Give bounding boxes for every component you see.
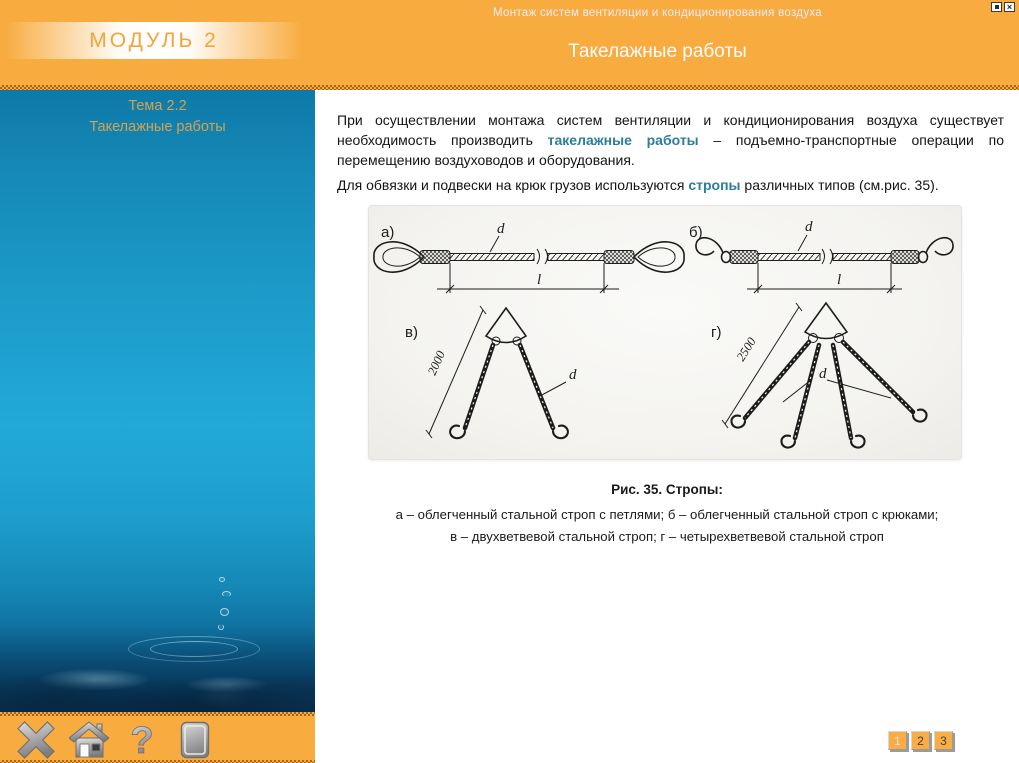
toolbar xyxy=(0,712,315,763)
term-takelazh: такелажные работы xyxy=(547,132,699,149)
help-icon xyxy=(127,720,157,760)
svg-text:2500: 2500 xyxy=(733,334,759,364)
home-icon xyxy=(69,721,109,759)
slings-figure xyxy=(369,206,963,461)
svg-text:l: l xyxy=(837,272,842,288)
figure-caption xyxy=(315,482,1019,549)
page-button-2[interactable]: 2 xyxy=(911,731,930,750)
water-bubble xyxy=(219,577,225,582)
sidebar xyxy=(0,90,315,712)
close-window-button[interactable]: × xyxy=(1004,2,1015,12)
svg-text:d: d xyxy=(819,366,827,382)
svg-text:l: l xyxy=(537,272,542,288)
toolbar-divider xyxy=(0,712,315,716)
water-waves xyxy=(0,627,315,712)
topic-line2: Такелажные работы xyxy=(89,119,226,136)
module-badge xyxy=(6,22,302,59)
main-content xyxy=(315,90,1019,763)
water-bubble xyxy=(222,591,231,597)
paragraph-2: Для обвязки и подвески на крюк грузов используются стропы различных типов (см.рис. 35). xyxy=(337,177,939,194)
figure-panel xyxy=(368,205,962,460)
topic-line1: Тема 2.2 xyxy=(128,98,187,114)
caption-line-1: а – облегченный стальной строп с петлями; б – облегченный стальной строп с крюками; xyxy=(395,507,939,522)
diagram-g-four-leg-sling xyxy=(711,303,927,448)
water-bubble xyxy=(220,608,229,616)
diagram-b-hook-sling xyxy=(689,219,953,293)
diagram-v-two-leg-sling xyxy=(405,306,577,438)
caption-title: Рис. 35. Стропы: xyxy=(611,482,723,497)
help-button[interactable] xyxy=(122,721,162,759)
term-stropy: стропы xyxy=(688,177,741,194)
window-controls xyxy=(991,2,1015,12)
svg-text:d: d xyxy=(805,219,813,235)
exit-button[interactable] xyxy=(16,721,56,759)
exit-icon xyxy=(17,721,55,759)
paragraph-1: При осуществлении монтажа систем вентиляции и кондиционирования воздуха существует необходимость производить такелажные работы – подъемно-транспортные операции по перемещению воздуховодов и оборудования. xyxy=(337,112,1004,169)
header xyxy=(0,0,1019,85)
diagram-a-loop-sling xyxy=(374,221,684,293)
topic-title xyxy=(0,90,315,138)
home-button[interactable] xyxy=(69,721,109,759)
svg-text:б): б) xyxy=(689,224,703,241)
page-title: Такелажные работы xyxy=(568,41,747,62)
caption-line-2: в – двухветвевой стальной строп; г – четырехветвевой стальной строп xyxy=(450,529,884,545)
book-button[interactable] xyxy=(175,721,215,759)
minimize-button[interactable] xyxy=(991,2,1002,12)
svg-text:г): г) xyxy=(711,324,722,341)
minimize-icon xyxy=(995,5,999,9)
svg-text:?: ? xyxy=(130,720,154,760)
page-button-3[interactable]: 3 xyxy=(934,731,953,750)
svg-text:2000: 2000 xyxy=(424,348,448,378)
svg-text:d: d xyxy=(569,367,577,383)
book-icon xyxy=(180,721,210,759)
svg-text:а): а) xyxy=(381,224,395,241)
module-label: МОДУЛЬ 2 xyxy=(89,28,219,52)
course-title: Монтаж систем вентиляции и кондиционирования воздуха xyxy=(493,7,822,19)
lesson-text xyxy=(337,110,1004,195)
svg-text:в): в) xyxy=(405,324,418,341)
pagination xyxy=(888,731,953,750)
svg-text:d: d xyxy=(497,221,505,237)
page-button-1[interactable]: 1 xyxy=(888,731,907,750)
